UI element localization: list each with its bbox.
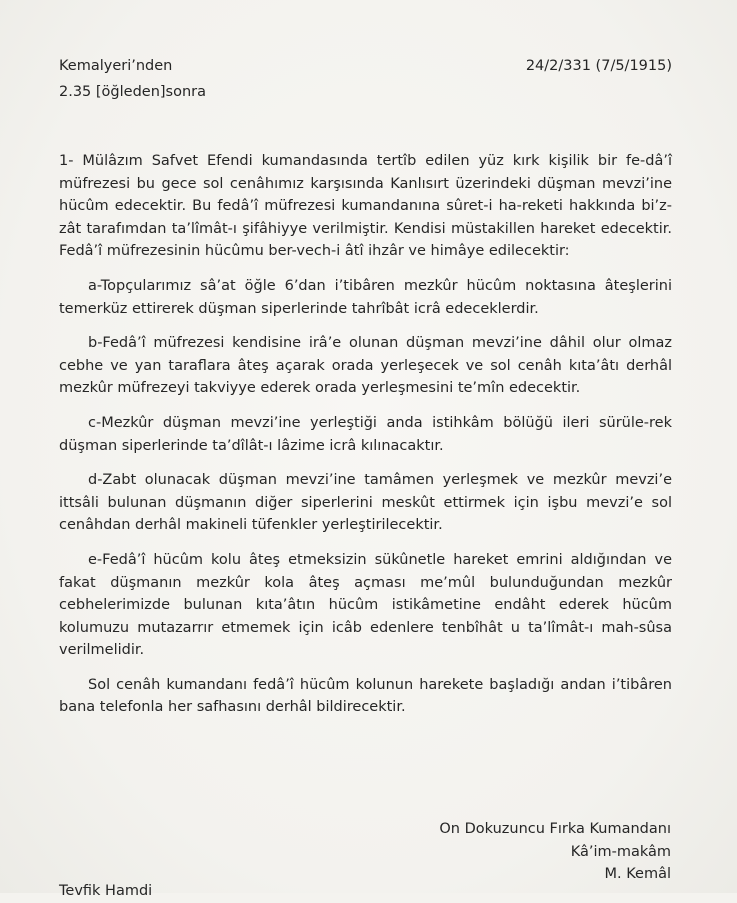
signature-title: On Dokuzuncu Fırka Kumandanı [439, 821, 671, 837]
signature-name: M. Kemâl [604, 866, 671, 883]
intro-paragraph: 1- Mülâzım Safvet Efendi kumandasında tertîb edilen yüz kırk kişilik bir fe-dâ’î müfrezesi bu gece sol cenâhımız karşısında Kanlısırt üzerindeki düşman mevzi’ine hücûm edecektir. Bu fedâ’î müfrezesi kumandanına sûret-i ha-reketi hakkında bi’z-zât tarafımdan ta’lîmât-ı şifâhiyye verilmiştir. Kendisi müstakillen hareket edecektir. Fedâ’î müfrezesinin hücûmu ber-vech-i âtî ihzâr ve himâye edilecektir: [59, 153, 672, 260]
item-c-paragraph: c-Mezkûr düşman mevzi’ine yerleştiği anda istihkâm bölüğü ileri sürüle-rek düşman siperlerinde ta’dîlât-ı lâzime icrâ kılınacaktır. [59, 414, 672, 454]
closing-paragraph: Sol cenâh kumandanı fedâ’î hücûm kolunun harekete başladığı andan i’tibâren bana telefonla her safhasını derhâl bildirecektir. [59, 676, 672, 716]
item-e-paragraph: e-Fedâ’î hücûm kolu âteş etmeksizin sükûnetle hareket emrini aldığından ve fakat düşmanın mezkûr kola âteş açması me’mûl bulunduğundan mezkûr cebhelerimizde bulunan kıta’âtın hücûm istikâmetine endâht ederek hücûm kolumuzu mutazarrır etmemek için icâb edenlere tenbîhât u ta’lîmât-ı mah-sûsa verilmelidir. [59, 551, 672, 659]
item-a-paragraph: a-Topçularımız sâ’at öğle 6’dan i’tibâren mezkûr hücûm noktasına âteşlerini temerküz ettirerek düşman siperlerinde tahrîbât icrâ edeceklerdir. [59, 277, 672, 317]
footer-cutoff-text: Tevfik Hamdi [59, 883, 153, 899]
header-left [59, 53, 206, 105]
item-d-paragraph: d-Zabt olunacak düşman mevzi’ine tamâmen yerleşmek ve mezkûr mevzi’e ittsâli bulunan düşmanın diğer siperlerini meskût ettirmek için işbu mevzi’e sol cenâhdan derhâl makineli tüfenkler yerleştirilecektir. [59, 472, 672, 534]
item-b-paragraph: b-Fedâ’î müfrezesi kendisine irâ’e olunan düşman mevzi’ine dâhil olur olmaz cebhe ve yan taraflara âteş açarak orada yerleşecek ve sol cenâh kıta’âtı derhâl mezkûr müfrezeyi takviyye ederek orada yerleşmesini te’mîn edecektir. [59, 335, 672, 397]
signature-block [439, 818, 671, 886]
signature-rank: Kâ’im-makâm [570, 843, 671, 860]
header-date: 24/2/331 (7/5/1915) [525, 58, 672, 74]
header-place: Kemalyeri’nden [59, 58, 173, 74]
header-time: 2.35 [öğleden]sonra [59, 84, 207, 100]
order-body [59, 150, 672, 731]
header-right [526, 53, 672, 79]
